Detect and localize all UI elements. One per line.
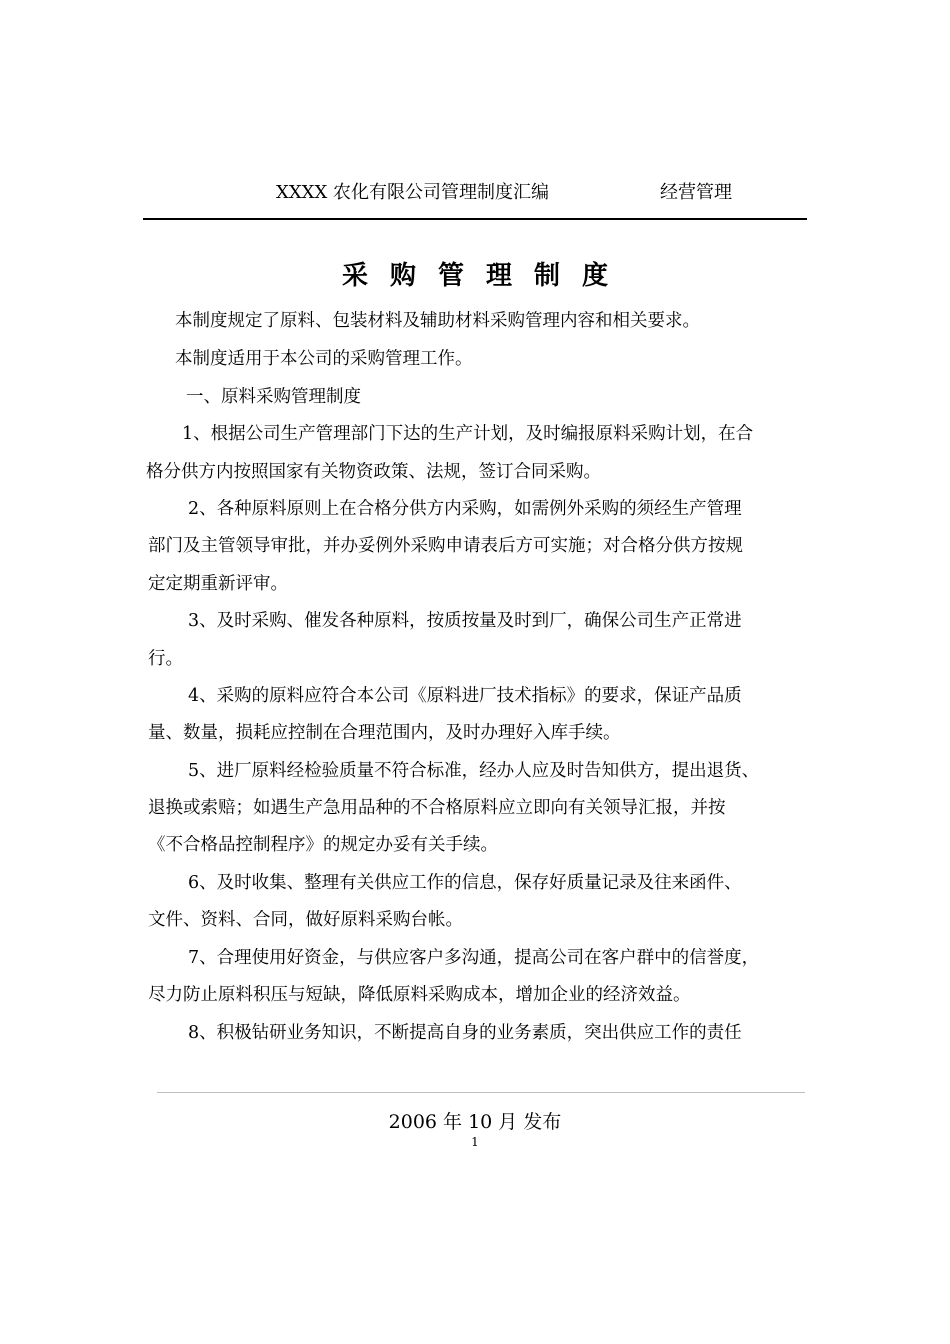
body-line: 8、积极钻研业务知识，不断提高自身的业务素质，突出供应工作的责任: [188, 1023, 742, 1043]
page-number: 1: [471, 1135, 479, 1149]
body-line: 文件、资料、合同，做好原料采购台帐。: [148, 910, 463, 930]
footer-rule: [157, 1092, 805, 1093]
body-line: 1、根据公司生产管理部门下达的生产计划，及时编报原料采购计划，在合: [182, 424, 754, 444]
body-line: 部门及主管领导审批，并办妥例外采购申请表后方可实施；对合格分供方按规: [148, 536, 743, 556]
body-line: 7、合理使用好资金，与供应客户多沟通，提高公司在客户群中的信誉度，: [188, 948, 760, 968]
body-line: 量、数量，损耗应控制在合理范围内，及时办理好入库手续。: [148, 723, 621, 743]
footer-date: 2006 年 10 月 发布: [388, 1111, 562, 1133]
body-line: 格分供方内按照国家有关物资政策、法规，签订合同采购。: [146, 462, 601, 482]
document-title: 采购管理制度: [341, 261, 630, 291]
body-line: 定定期重新评审。: [148, 574, 288, 594]
header-rule: [143, 218, 807, 220]
body-line: 《不合格品控制程序》的规定办妥有关手续。: [148, 835, 498, 855]
body-line: 行。: [148, 649, 183, 669]
body-line: 2、各种原料原则上在合格分供方内采购，如需例外采购的须经生产管理: [188, 499, 742, 519]
header-section: 经营管理: [660, 182, 732, 203]
body-line: 本制度适用于本公司的采购管理工作。: [175, 349, 473, 369]
body-line: 5、进厂原料经检验质量不符合标准，经办人应及时告知供方，提出退货、: [188, 761, 760, 781]
section-heading: 一、原料采购管理制度: [186, 387, 361, 407]
header-company: XXXX 农化有限公司管理制度汇编: [276, 182, 549, 203]
body-line: 3、及时采购、催发各种原料，按质按量及时到厂，确保公司生产正常进: [188, 611, 742, 631]
body-line: 退换或索赔；如遇生产急用品种的不合格原料应立即向有关领导汇报，并按: [148, 798, 726, 818]
body-line: 本制度规定了原料、包装材料及辅助材料采购管理内容和相关要求。: [175, 311, 700, 331]
body-line: 尽力防止原料积压与短缺，降低原料采购成本，增加企业的经济效益。: [148, 985, 691, 1005]
body-line: 4、采购的原料应符合本公司《原料进厂技术指标》的要求，保证产品质: [188, 686, 742, 706]
body-line: 6、及时收集、整理有关供应工作的信息，保存好质量记录及往来函件、: [188, 873, 742, 893]
